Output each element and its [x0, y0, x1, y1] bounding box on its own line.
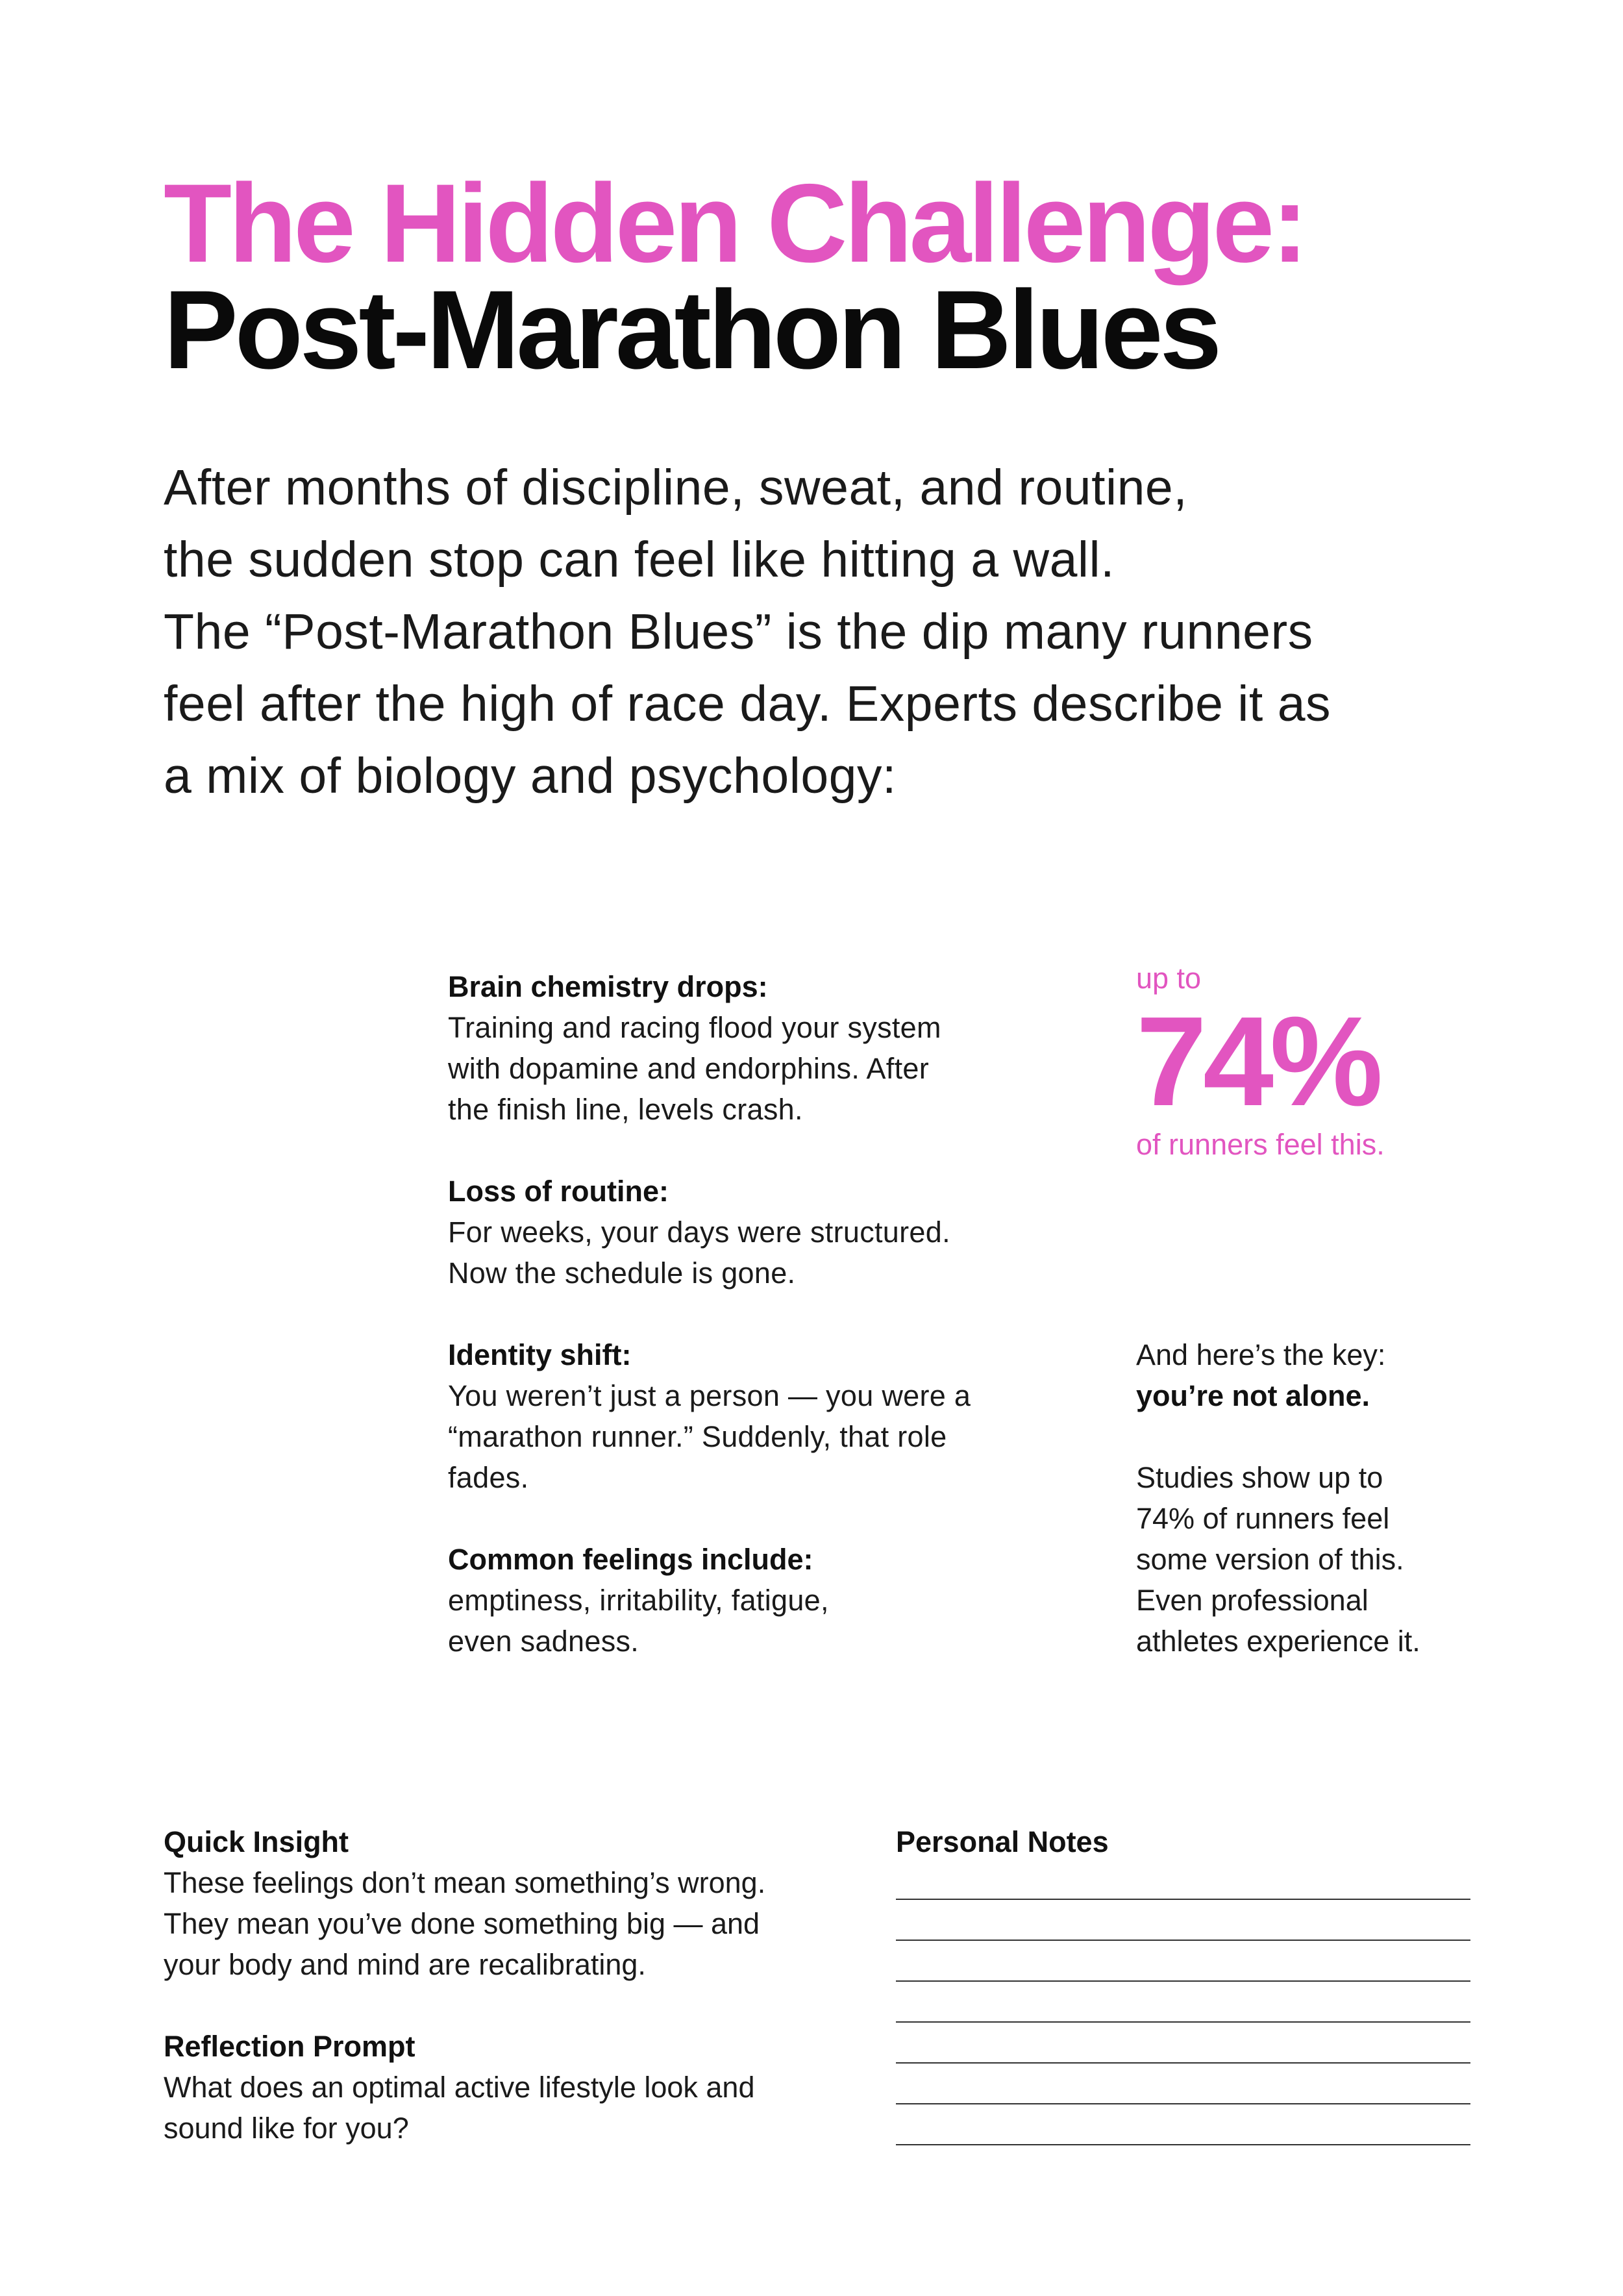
- list-item: [448, 1171, 1032, 1293]
- intro-paragraph: [164, 452, 1514, 812]
- note-writing-line[interactable]: [896, 2062, 1470, 2064]
- list-item-line: For weeks, your days were structured.: [448, 1216, 950, 1249]
- personal-notes-heading: Personal Notes: [896, 1825, 1109, 1858]
- reflection-prompt: [164, 2026, 878, 2149]
- side-note-line: some version of this.: [1136, 1543, 1404, 1576]
- reflection-prompt-line: What does an optimal active lifestyle look and: [164, 2071, 755, 2104]
- stat-callout: [1136, 957, 1385, 1166]
- list-item-heading: Identity shift:: [448, 1338, 632, 1371]
- quick-insight-line: They mean you’ve done something big — and: [164, 1907, 760, 1940]
- list-item-body: [448, 1580, 1032, 1662]
- list-item-body: [448, 1212, 1032, 1293]
- stat-prefix: up to: [1136, 962, 1202, 995]
- list-item-line: Training and racing flood your system: [448, 1011, 941, 1044]
- title-line-2: Post-Marathon Blues: [164, 268, 1219, 392]
- quick-insight-line: These feelings don’t mean something’s wrong.: [164, 1866, 766, 1899]
- page-title: [164, 161, 1306, 392]
- list-item-heading: Loss of routine:: [448, 1175, 669, 1208]
- intro-line: feel after the high of race day. Experts describe it as: [164, 676, 1332, 732]
- personal-notes: [896, 1821, 1470, 1862]
- note-writing-line[interactable]: [896, 2103, 1470, 2104]
- note-writing-line[interactable]: [896, 1940, 1470, 1941]
- reflection-prompt-line: sound like for you?: [164, 2112, 409, 2145]
- side-note-emphasis-text: you’re not alone.: [1136, 1379, 1370, 1412]
- stat-suffix: of runners feel this.: [1136, 1128, 1385, 1161]
- note-writing-line[interactable]: [896, 1980, 1470, 1982]
- list-item: [448, 1334, 1032, 1498]
- list-item-line: fades.: [448, 1461, 529, 1494]
- reflection-prompt-heading: Reflection Prompt: [164, 2030, 415, 2063]
- quick-insight-heading: Quick Insight: [164, 1825, 349, 1858]
- list-item-body: [448, 1007, 1032, 1130]
- quick-insight-body: [164, 1862, 878, 1985]
- quick-insight: [164, 1821, 878, 1985]
- title-line-1: The Hidden Challenge:: [164, 161, 1306, 286]
- side-note: [1136, 1334, 1526, 1662]
- side-note-line: athletes experience it.: [1136, 1625, 1420, 1658]
- side-note-line: Studies show up to: [1136, 1461, 1383, 1494]
- intro-line: The “Post-Marathon Blues” is the dip many runners: [164, 604, 1313, 660]
- list-item-heading: Brain chemistry drops:: [448, 970, 768, 1003]
- side-note-line: Even professional: [1136, 1584, 1369, 1617]
- intro-line: After months of discipline, sweat, and routine,: [164, 460, 1188, 516]
- list-item: [448, 1539, 1032, 1662]
- intro-line: the sudden stop can feel like hitting a wall.: [164, 532, 1115, 588]
- list-item-line: You weren’t just a person — you were a: [448, 1379, 971, 1412]
- note-writing-line[interactable]: [896, 2144, 1470, 2145]
- causes-list: [448, 966, 1032, 1703]
- spacer: [1136, 1416, 1526, 1457]
- list-item-line: emptiness, irritability, fatigue,: [448, 1584, 829, 1617]
- side-note-line: 74% of runners feel: [1136, 1502, 1390, 1535]
- list-item: [448, 966, 1032, 1130]
- list-item-line: the finish line, levels crash.: [448, 1093, 803, 1126]
- note-writing-line[interactable]: [896, 2021, 1470, 2023]
- list-item-line: with dopamine and endorphins. After: [448, 1052, 929, 1085]
- bottom-left-section: [164, 1821, 878, 2190]
- side-note-intro: And here’s the key:: [1136, 1338, 1386, 1371]
- list-item-line: Now the schedule is gone.: [448, 1256, 796, 1290]
- list-item-line: “marathon runner.” Suddenly, that role: [448, 1420, 947, 1453]
- side-note-emphasis: [1136, 1375, 1526, 1416]
- list-item-body: [448, 1375, 1032, 1498]
- quick-insight-line: your body and mind are recalibrating.: [164, 1948, 646, 1981]
- intro-line: a mix of biology and psychology:: [164, 748, 897, 804]
- stat-value: 74%: [1136, 990, 1380, 1132]
- reflection-prompt-body: [164, 2067, 878, 2149]
- side-note-body: [1136, 1457, 1526, 1662]
- note-writing-line[interactable]: [896, 1899, 1470, 1900]
- list-item-line: even sadness.: [448, 1625, 639, 1658]
- list-item-heading: Common feelings include:: [448, 1543, 813, 1576]
